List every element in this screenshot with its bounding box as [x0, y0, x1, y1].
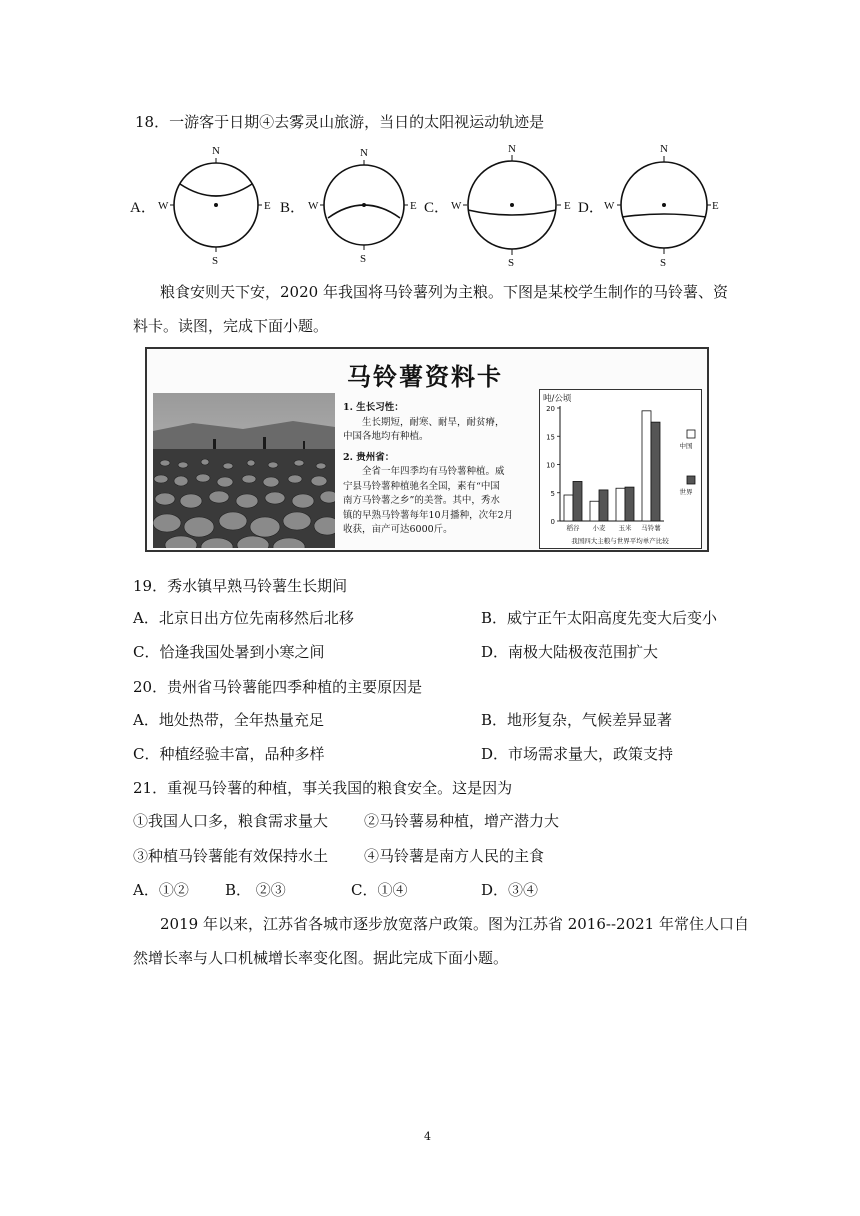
growth-habit-line-1: 生长期短，耐寒、耐旱，耐贫瘠， [362, 416, 505, 428]
chart-y-tick-label: 15 [546, 433, 555, 442]
b-south-label: S [360, 253, 367, 265]
guizhou-line-1: 全省一年四季均有马铃薯种植。威 [362, 466, 505, 477]
q18-stem: 18．一游客于日期④去雾灵山旅游，当日的太阳视运动轨迹是 [135, 113, 545, 131]
c-east-label: E [564, 200, 571, 212]
q20-option-d[interactable]: D．市场需求量大，政策支持 [481, 745, 674, 763]
d-south-label: S [660, 257, 667, 269]
d-west-label: W [604, 200, 615, 212]
option-d-label: D． [578, 200, 604, 216]
chart-title: 我国四大主粮与世界平均单产比较 [571, 537, 669, 545]
intro-paragraph-1-cont: 料卡。读图，完成下面小题。 [133, 317, 329, 335]
q20-option-b[interactable]: B．地形复杂，气候差异显著 [481, 711, 673, 729]
chart-category-label: 小麦 [592, 524, 606, 532]
page-number: 4 [424, 1130, 431, 1143]
yield-comparison-chart [539, 389, 702, 549]
potato-info-card [145, 347, 709, 552]
guizhou-line-4: 镇的早熟马铃薯每年10月播种，次年2月 [343, 509, 514, 521]
chart-legend-swatch [687, 430, 695, 438]
chart-bar [616, 488, 625, 521]
chart-y-tick-label: 0 [550, 518, 555, 526]
q18-options-diagrams [0, 140, 860, 270]
q20-stem: 20．贵州省马铃薯能四季种植的主要原因是 [133, 678, 423, 696]
a-east-label: E [264, 200, 271, 212]
option-a-diagram[interactable] [130, 145, 271, 267]
intro-paragraph-2: 2019 年以来，江苏省各城市逐步放宽落户政策。图为江苏省 2016--2021 年常住人口自 [160, 915, 749, 933]
chart-y-tick-label: 20 [546, 405, 555, 413]
b-east-label: E [410, 200, 417, 212]
chart-bar [642, 411, 651, 521]
intro-paragraph-1: 粮食安则天下安，2020 年我国将马铃薯列为主粮。下图是某校学生制作的马铃薯、资 [160, 283, 728, 301]
guizhou-line-5: 收获，亩产可达6000斤。 [343, 524, 453, 535]
chart-bar [625, 487, 634, 521]
chart-y-tick-label: 10 [546, 461, 555, 470]
q20-option-c[interactable]: C．种植经验丰富，品种多样 [133, 745, 325, 763]
a-north-label: N [212, 145, 220, 157]
c-north-label: N [508, 143, 516, 155]
option-c-diagram[interactable] [424, 143, 571, 269]
c-west-label: W [451, 200, 462, 212]
card-info-text [343, 401, 543, 538]
a-west-label: W [158, 200, 169, 212]
q21-option-b[interactable]: B． ②③ [225, 881, 286, 899]
option-c-label: C． [424, 200, 450, 216]
q21-option-a[interactable]: A．①② [133, 881, 189, 899]
q21-option-c[interactable]: C．①④ [351, 881, 408, 899]
q21-statement-1: ①我国人口多，粮食需求量大 [133, 812, 329, 830]
chart-bar [564, 495, 573, 521]
a-south-label: S [212, 255, 219, 267]
potato-field-photo [153, 393, 335, 548]
chart-ylabel: 吨/公顷 [543, 394, 572, 404]
chart-category-label: 稻谷 [566, 524, 580, 532]
chart-legend-label: 世界 [679, 488, 693, 496]
chart-bar [599, 490, 608, 521]
q19-stem: 19．秀水镇早熟马铃薯生长期间 [133, 577, 348, 595]
guizhou-line-3: 南方马铃薯之乡”的美誉。其中，秀水 [343, 495, 500, 506]
q19-option-d[interactable]: D．南极大陆极夜范围扩大 [481, 643, 659, 661]
growth-habit-title: 1. 生长习性： [343, 402, 404, 413]
guizhou-title: 2. 贵州省： [343, 451, 395, 463]
option-b-diagram[interactable] [280, 147, 417, 265]
option-d-diagram[interactable] [578, 143, 719, 269]
chart-legend-swatch [687, 476, 695, 484]
option-b-label: B． [280, 200, 306, 216]
card-title: 马铃薯资料卡 [347, 363, 503, 391]
option-a-label: A． [130, 200, 156, 216]
chart-y-tick-label: 5 [550, 489, 555, 498]
chart-bar [573, 481, 582, 521]
q19-option-a[interactable]: A．北京日出方位先南移然后北移 [133, 609, 354, 627]
q21-statement-2: ②马铃薯易种植，增产潜力大 [364, 812, 560, 830]
q19-option-b[interactable]: B．威宁正午太阳高度先变大后变小 [481, 609, 718, 627]
d-north-label: N [660, 143, 668, 155]
chart-bar [590, 501, 599, 521]
q21-statement-4: ④马铃薯是南方人民的主食 [364, 847, 545, 865]
intro-paragraph-2-cont: 然增长率与人口机械增长率变化图。据此完成下面小题。 [133, 949, 509, 967]
d-east-label: E [712, 200, 719, 212]
b-west-label: W [308, 200, 319, 212]
chart-bar [651, 422, 660, 521]
q21-stem: 21．重视马铃薯的种植，事关我国的粮食安全。这是因为 [133, 779, 513, 797]
chart-legend-label: 中国 [679, 442, 693, 450]
chart-category-label: 马铃薯 [641, 524, 661, 532]
b-north-label: N [360, 147, 368, 159]
q20-option-a[interactable]: A．地处热带，全年热量充足 [133, 711, 324, 729]
c-south-label: S [508, 257, 515, 269]
growth-habit-line-2: 中国各地均有种植。 [343, 431, 429, 442]
q21-statement-3: ③种植马铃薯能有效保持水土 [133, 847, 329, 865]
chart-category-label: 玉米 [618, 524, 632, 532]
q19-option-c[interactable]: C．恰逢我国处暑到小寒之间 [133, 643, 325, 661]
guizhou-line-2: 宁县马铃薯种植驰名全国，素有“中国 [343, 480, 500, 492]
q21-option-d[interactable]: D．③④ [481, 881, 539, 899]
